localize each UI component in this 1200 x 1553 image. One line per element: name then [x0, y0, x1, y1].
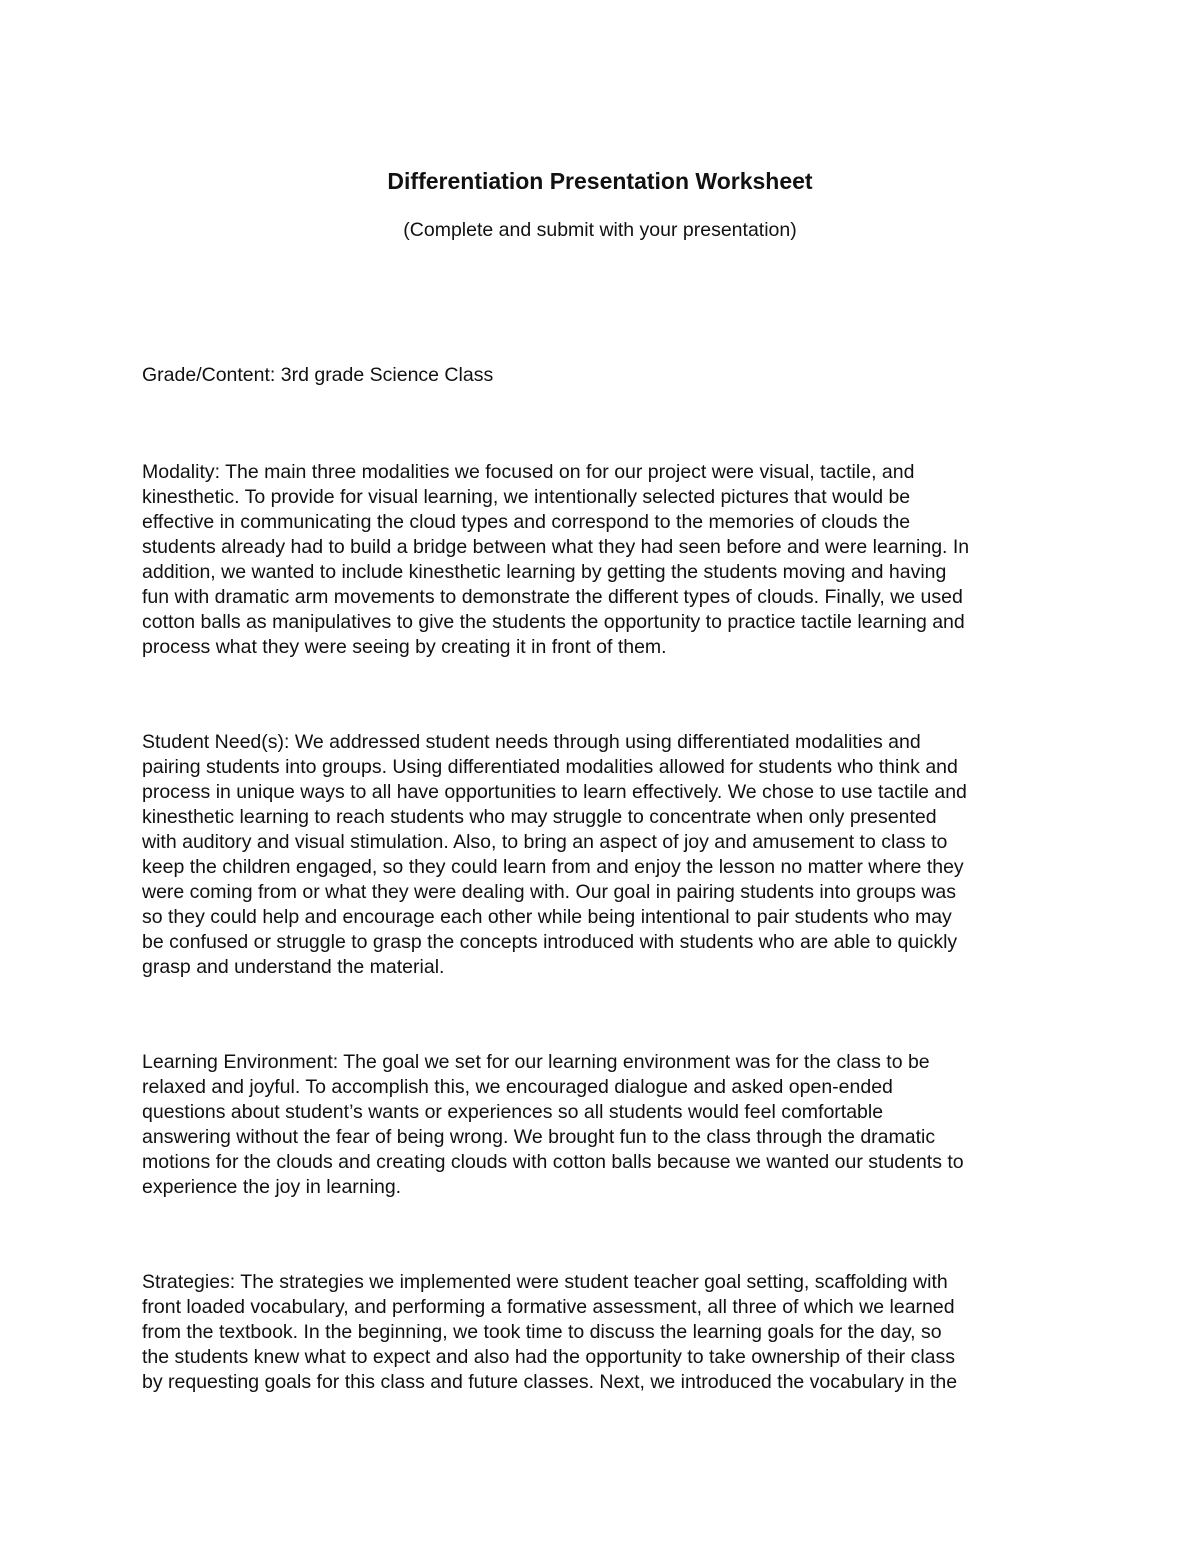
- modality-line: students already had to build a bridge between what they had seen before and were learning. In: [142, 536, 970, 558]
- student-needs-line: pairing students into groups. Using differentiated modalities allowed for students who think and: [142, 756, 958, 778]
- student-needs-line: with auditory and visual stimulation. Also, to bring an aspect of joy and amusement to class to: [142, 831, 948, 853]
- learning-environment-line: relaxed and joyful. To accomplish this, we encouraged dialogue and asked open-ended: [142, 1076, 893, 1098]
- learning-environment-line: experience the joy in learning.: [142, 1176, 402, 1198]
- strategies-section: [142, 1270, 1067, 1395]
- learning-environment-line: Learning Environment: The goal we set for our learning environment was for the class to be: [142, 1051, 930, 1073]
- learning-environment-line: questions about student’s wants or experiences so all students would feel comfortable: [142, 1101, 884, 1123]
- modality-line: cotton balls as manipulatives to give the students the opportunity to practice tactile learning and: [142, 611, 965, 633]
- strategies-line: the students knew what to expect and also had the opportunity to take ownership of their class: [142, 1346, 955, 1368]
- strategies-line: from the textbook. In the beginning, we took time to discuss the learning goals for the day, so: [142, 1321, 942, 1343]
- strategies-line: front loaded vocabulary, and performing a formative assessment, all three of which we learned: [142, 1296, 955, 1318]
- modality-line: process what they were seeing by creating it in front of them.: [142, 636, 667, 658]
- modality-line: addition, we wanted to include kinesthetic learning by getting the students moving and having: [142, 561, 947, 583]
- learning-environment-section: [142, 1050, 1067, 1200]
- student-needs-line: were coming from or what they were dealing with. Our goal in pairing students into groups was: [142, 881, 956, 903]
- modality-line: Modality: The main three modalities we focused on for our project were visual, tactile, and: [142, 461, 915, 483]
- modality-line: kinesthetic. To provide for visual learning, we intentionally selected pictures that would be: [142, 486, 911, 508]
- modality-line: fun with dramatic arm movements to demonstrate the different types of clouds. Finally, we used: [142, 586, 963, 608]
- student-needs-line: Student Need(s): We addressed student needs through using differentiated modalities and: [142, 731, 921, 753]
- modality-section: [142, 460, 1067, 660]
- document-title: Differentiation Presentation Worksheet: [387, 168, 813, 194]
- student-needs-line: process in unique ways to all have opportunities to learn effectively. We chose to use tactile and: [142, 781, 967, 803]
- grade-content-text: Grade/Content: 3rd grade Science Class: [142, 364, 494, 386]
- modality-line: effective in communicating the cloud types and correspond to the memories of clouds the: [142, 511, 911, 533]
- student-needs-line: be confused or struggle to grasp the concepts introduced with students who are able to quickly: [142, 931, 958, 953]
- document-subtitle: (Complete and submit with your presentation): [403, 219, 797, 241]
- grade-content-section: [142, 363, 1067, 388]
- student-needs-line: grasp and understand the material.: [142, 956, 445, 978]
- learning-environment-line: answering without the fear of being wrong. We brought fun to the class through the dramatic: [142, 1126, 936, 1148]
- strategies-line: by requesting goals for this class and future classes. Next, we introduced the vocabulary in the: [142, 1371, 958, 1393]
- learning-environment-line: motions for the clouds and creating clouds with cotton balls because we wanted our students to: [142, 1151, 964, 1173]
- student-needs-line: kinesthetic learning to reach students who may struggle to concentrate when only presented: [142, 806, 937, 828]
- student-needs-line: keep the children engaged, so they could learn from and enjoy the lesson no matter where they: [142, 856, 964, 878]
- strategies-line: Strategies: The strategies we implemented were student teacher goal setting, scaffolding with: [142, 1271, 948, 1293]
- student-needs-line: so they could help and encourage each other while being intentional to pair students who may: [142, 906, 952, 928]
- student-needs-section: [142, 730, 1067, 980]
